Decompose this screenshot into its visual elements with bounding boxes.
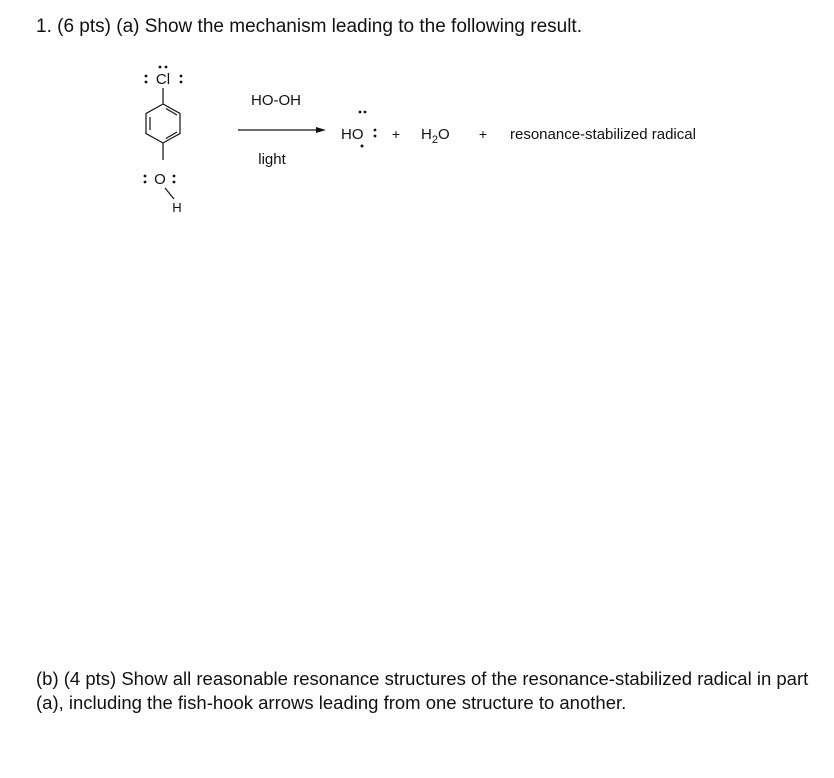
lone-pair-dot <box>144 175 147 178</box>
lone-pair-dot <box>173 181 176 184</box>
lone-pair-dot <box>364 111 367 114</box>
reaction-scheme <box>0 0 834 260</box>
lone-pair-dot <box>180 75 183 78</box>
lone-pair-dot <box>159 66 162 69</box>
radical-electron-dot <box>361 145 364 148</box>
hydrogen-atom-label: H <box>172 200 182 215</box>
lone-pair-dot <box>145 81 148 84</box>
chlorine-atom-label: Cl <box>155 71 171 88</box>
question-title: 1. (6 pts) (a) Show the mechanism leading to the following result. <box>36 16 582 37</box>
reagent-label: HO-OH <box>251 92 301 109</box>
water-o: O <box>437 126 450 143</box>
lone-pair-dot <box>165 66 168 69</box>
water-label <box>421 126 450 146</box>
water-subscript: 2 <box>431 134 438 146</box>
ring-double-bond <box>166 109 177 116</box>
lone-pair-dot <box>359 111 362 114</box>
water-h: H <box>421 126 432 143</box>
condition-label: light <box>258 151 286 168</box>
question-part-b: (b) (4 pts) Show all reasonable resonance structures of the resonance-stabilized radical in part (a), including the fish-hook arrows leading from one structure to another. <box>36 668 809 713</box>
reactant-structure <box>144 66 183 215</box>
lone-pair-dot <box>374 129 377 132</box>
ring-double-bond <box>166 132 177 139</box>
plus-sign: + <box>478 126 488 142</box>
lone-pair-dot <box>180 81 183 84</box>
benzene-ring <box>146 104 180 143</box>
plus-sign: + <box>391 126 401 142</box>
lone-pair-dot <box>144 181 147 184</box>
resonance-radical-label: resonance-stabilized radical <box>510 126 696 143</box>
o-h-bond <box>165 188 174 199</box>
oxygen-atom-label: O <box>154 171 166 188</box>
reaction-arrow-head <box>316 127 326 133</box>
lone-pair-dot <box>173 175 176 178</box>
lone-pair-dot <box>374 135 377 138</box>
lone-pair-dot <box>145 75 148 78</box>
products <box>341 111 696 148</box>
hydroxyl-radical-label: HO <box>341 126 364 143</box>
